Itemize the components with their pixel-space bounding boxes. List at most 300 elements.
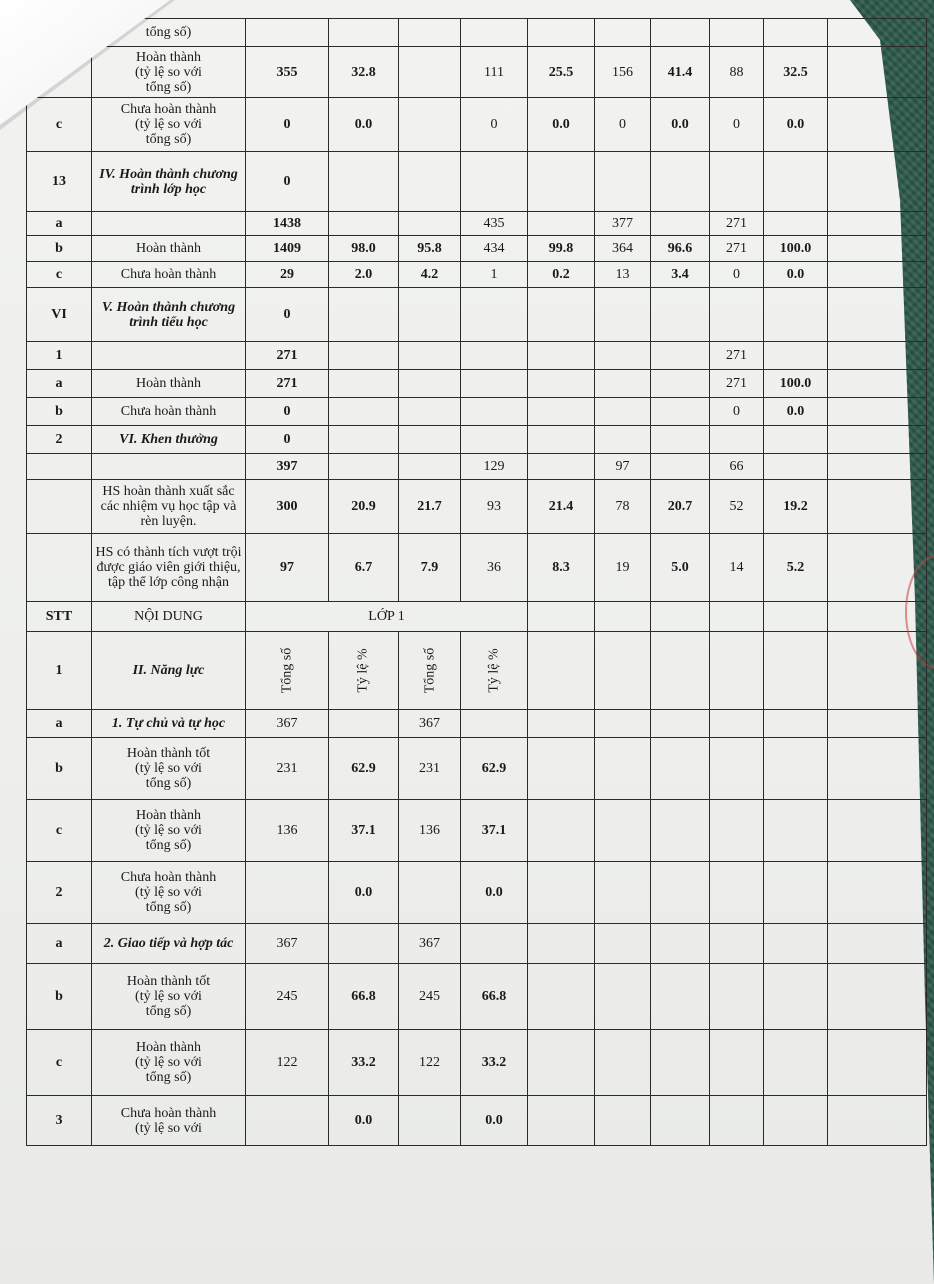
bottom-content: 2. Giao tiếp và hợp tác (92, 924, 246, 964)
top-cell (329, 370, 399, 398)
top-cell (651, 342, 710, 370)
bottom-content: Hoàn thành (tỷ lệ so với tổng số) (92, 800, 246, 862)
top-cell (710, 426, 764, 454)
top-cell (461, 288, 528, 342)
top-cell (828, 152, 927, 212)
col-tong-so-1: Tổng số (246, 632, 329, 710)
top-cell: 0.0 (764, 398, 828, 426)
top-cell (764, 19, 828, 47)
top-cell (764, 288, 828, 342)
bottom-cell (764, 924, 828, 964)
top-cell (651, 454, 710, 480)
top-stt: b (27, 398, 92, 426)
top-cell (461, 426, 528, 454)
bottom-cell: 0.0 (329, 862, 399, 924)
bottom-cell (764, 710, 828, 738)
bottom-cell (528, 964, 595, 1030)
bottom-cell (399, 1096, 461, 1146)
top-cell: 5.0 (651, 534, 710, 602)
top-row (27, 426, 927, 454)
bottom-cell (651, 1096, 710, 1146)
top-cell: 0 (246, 98, 329, 152)
bottom-cell (828, 1030, 927, 1096)
bottom-cell: 122 (246, 1030, 329, 1096)
top-cell: 271 (710, 236, 764, 262)
bottom-cell (461, 924, 528, 964)
top-cell: 0 (246, 426, 329, 454)
top-cell (651, 288, 710, 342)
top-cell (828, 426, 927, 454)
bottom-cell (528, 710, 595, 738)
top-cell (528, 370, 595, 398)
top-cell (764, 426, 828, 454)
bottom-row (27, 964, 927, 1030)
bottom-cell (651, 710, 710, 738)
top-cell: 0.0 (528, 98, 595, 152)
top-stt: 13 (27, 152, 92, 212)
top-cell: 21.7 (399, 480, 461, 534)
bottom-cell: 66.8 (461, 964, 528, 1030)
bottom-cell (461, 710, 528, 738)
top-cell: 25.5 (528, 47, 595, 98)
top-cell: 32.5 (764, 47, 828, 98)
top-cell: 435 (461, 212, 528, 236)
top-cell (399, 19, 461, 47)
top-stt: b (27, 236, 92, 262)
top-content: HS có thành tích vượt trội được giáo viên giới thiệu, tập thể lớp công nhận (92, 534, 246, 602)
subheader-row (27, 632, 927, 710)
top-cell (828, 398, 927, 426)
bottom-cell (595, 964, 651, 1030)
bottom-cell (528, 1096, 595, 1146)
top-cell: 32.8 (329, 47, 399, 98)
top-cell: 377 (595, 212, 651, 236)
top-cell: 1409 (246, 236, 329, 262)
top-content: Hoàn thành (92, 370, 246, 398)
bottom-cell: 122 (399, 1030, 461, 1096)
top-content: HS hoàn thành xuất sắc các nhiệm vụ học tập và rèn luyện. (92, 480, 246, 534)
bottom-cell (528, 924, 595, 964)
bottom-cell: 66.8 (329, 964, 399, 1030)
bottom-cell (828, 964, 927, 1030)
top-cell (399, 342, 461, 370)
bottom-row (27, 1030, 927, 1096)
top-cell (329, 19, 399, 47)
header-lop1: LỚP 1 (246, 602, 528, 632)
top-cell: 52 (710, 480, 764, 534)
top-row (27, 152, 927, 212)
top-cell: 8.3 (528, 534, 595, 602)
top-content (92, 342, 246, 370)
top-content: V. Hoàn thành chương trình tiểu học (92, 288, 246, 342)
top-row (27, 19, 927, 47)
bottom-cell: 33.2 (329, 1030, 399, 1096)
top-cell: 0 (246, 288, 329, 342)
top-content (92, 454, 246, 480)
top-cell (651, 19, 710, 47)
top-content: Chưa hoàn thành (tỷ lệ so với tổng số) (92, 98, 246, 152)
top-stt: VI (27, 288, 92, 342)
top-cell: 0 (246, 152, 329, 212)
top-cell: 271 (246, 370, 329, 398)
top-cell (651, 212, 710, 236)
top-stt: a (27, 370, 92, 398)
top-cell (828, 288, 927, 342)
bottom-cell (246, 1096, 329, 1146)
top-cell: 98.0 (329, 236, 399, 262)
bottom-cell (595, 1030, 651, 1096)
bottom-cell: 37.1 (461, 800, 528, 862)
bottom-cell: 0.0 (461, 862, 528, 924)
top-cell: 0.2 (528, 262, 595, 288)
bottom-content: Hoàn thành tốt (tỷ lệ so với tổng số) (92, 964, 246, 1030)
top-cell (595, 370, 651, 398)
top-cell (528, 288, 595, 342)
top-cell (828, 236, 927, 262)
top-cell (595, 342, 651, 370)
top-cell (595, 152, 651, 212)
top-cell (828, 47, 927, 98)
bottom-cell (595, 924, 651, 964)
bottom-stt: a (27, 710, 92, 738)
top-cell (710, 19, 764, 47)
top-cell: 3.4 (651, 262, 710, 288)
top-cell: 0.0 (764, 98, 828, 152)
top-cell (828, 370, 927, 398)
top-cell (399, 454, 461, 480)
bottom-cell (764, 1030, 828, 1096)
top-cell (329, 288, 399, 342)
top-cell: 0 (461, 98, 528, 152)
top-cell (651, 398, 710, 426)
bottom-cell (764, 800, 828, 862)
bottom-cell: 367 (399, 924, 461, 964)
bottom-cell (651, 800, 710, 862)
top-cell: 0 (246, 398, 329, 426)
top-content: tổng số) (92, 19, 246, 47)
top-cell: 100.0 (764, 370, 828, 398)
top-cell: 19 (595, 534, 651, 602)
col-ty-le-1: Tỷ lệ % (329, 632, 399, 710)
top-cell: 7.9 (399, 534, 461, 602)
bottom-cell (828, 738, 927, 800)
top-row (27, 262, 927, 288)
top-cell: 0.0 (764, 262, 828, 288)
top-cell (399, 47, 461, 98)
bottom-cell (595, 738, 651, 800)
col-ty-le-2: Tỷ lệ % (461, 632, 528, 710)
bottom-cell (764, 964, 828, 1030)
bottom-cell: 367 (246, 710, 329, 738)
top-cell (595, 19, 651, 47)
bottom-cell: 136 (246, 800, 329, 862)
top-cell: 0.0 (329, 98, 399, 152)
bottom-stt: a (27, 924, 92, 964)
top-cell (528, 212, 595, 236)
header-row (27, 602, 927, 632)
top-cell (399, 98, 461, 152)
top-cell: 66 (710, 454, 764, 480)
top-cell (710, 152, 764, 212)
bottom-cell (764, 862, 828, 924)
bottom-cell (828, 800, 927, 862)
bottom-row (27, 862, 927, 924)
top-cell: 13 (595, 262, 651, 288)
bottom-cell (710, 862, 764, 924)
top-cell: 271 (246, 342, 329, 370)
top-row (27, 480, 927, 534)
top-row (27, 398, 927, 426)
bottom-cell (710, 924, 764, 964)
top-cell (764, 342, 828, 370)
bottom-stt: 3 (27, 1096, 92, 1146)
top-cell (246, 19, 329, 47)
top-cell (329, 398, 399, 426)
top-cell (651, 152, 710, 212)
top-cell (399, 398, 461, 426)
top-cell (399, 426, 461, 454)
top-stt: c (27, 262, 92, 288)
top-cell (651, 370, 710, 398)
top-cell: 0 (710, 98, 764, 152)
top-cell: 29 (246, 262, 329, 288)
bottom-cell: 367 (399, 710, 461, 738)
top-cell: 300 (246, 480, 329, 534)
top-cell: 96.6 (651, 236, 710, 262)
top-stt: 2 (27, 426, 92, 454)
bottom-row (27, 710, 927, 738)
top-cell: 0.0 (651, 98, 710, 152)
bottom-cell (764, 738, 828, 800)
top-cell (710, 288, 764, 342)
top-cell (764, 454, 828, 480)
bottom-cell (595, 800, 651, 862)
top-cell (828, 480, 927, 534)
bottom-cell (710, 1030, 764, 1096)
top-cell: 97 (595, 454, 651, 480)
bottom-cell (246, 862, 329, 924)
bottom-row (27, 800, 927, 862)
bottom-cell (710, 738, 764, 800)
top-cell: 355 (246, 47, 329, 98)
top-cell (764, 152, 828, 212)
top-row (27, 236, 927, 262)
bottom-row (27, 1096, 927, 1146)
top-cell: 364 (595, 236, 651, 262)
top-cell (828, 342, 927, 370)
bottom-cell: 245 (399, 964, 461, 1030)
top-cell: 5.2 (764, 534, 828, 602)
bottom-stt: 2 (27, 862, 92, 924)
top-cell (595, 288, 651, 342)
top-cell: 0 (710, 398, 764, 426)
bottom-cell (651, 862, 710, 924)
top-cell: 97 (246, 534, 329, 602)
top-content: VI. Khen thưởng (92, 426, 246, 454)
top-cell: 20.7 (651, 480, 710, 534)
top-cell (528, 454, 595, 480)
bottom-cell: 0.0 (461, 1096, 528, 1146)
top-row (27, 47, 927, 98)
bottom-cell (710, 964, 764, 1030)
top-content: Hoàn thành (tỷ lệ so với tổng số) (92, 47, 246, 98)
top-cell (329, 212, 399, 236)
top-cell (828, 19, 927, 47)
top-cell (399, 152, 461, 212)
bottom-cell: 367 (246, 924, 329, 964)
bottom-cell (828, 1096, 927, 1146)
top-row (27, 454, 927, 480)
bottom-cell (828, 924, 927, 964)
top-cell (329, 152, 399, 212)
top-cell: 2.0 (329, 262, 399, 288)
header-noi-dung: NỘI DUNG (92, 602, 246, 632)
top-cell: 99.8 (528, 236, 595, 262)
bottom-cell: 231 (246, 738, 329, 800)
header-stt: STT (27, 602, 92, 632)
bottom-stt: c (27, 800, 92, 862)
top-cell (595, 426, 651, 454)
top-cell (461, 398, 528, 426)
top-content: Chưa hoàn thành (92, 398, 246, 426)
top-cell: 156 (595, 47, 651, 98)
bottom-stt: b (27, 738, 92, 800)
top-cell (764, 212, 828, 236)
top-cell (528, 342, 595, 370)
top-cell: 434 (461, 236, 528, 262)
top-cell: 6.7 (329, 534, 399, 602)
top-stt (27, 480, 92, 534)
top-cell: 100.0 (764, 236, 828, 262)
top-cell: 78 (595, 480, 651, 534)
bottom-stt-0: 1 (27, 632, 92, 710)
bottom-cell: 62.9 (461, 738, 528, 800)
bottom-content: Chưa hoàn thành (tỷ lệ so với (92, 1096, 246, 1146)
bottom-cell (651, 964, 710, 1030)
bottom-cell (329, 924, 399, 964)
top-cell: 1438 (246, 212, 329, 236)
top-cell: 0 (710, 262, 764, 288)
top-cell (399, 288, 461, 342)
top-content (92, 212, 246, 236)
bottom-content: 1. Tự chủ và tự học (92, 710, 246, 738)
bottom-cell (528, 862, 595, 924)
bottom-row (27, 924, 927, 964)
bottom-cell: 33.2 (461, 1030, 528, 1096)
bottom-content-0: II. Năng lực (92, 632, 246, 710)
top-cell: 14 (710, 534, 764, 602)
top-cell: 111 (461, 47, 528, 98)
top-cell: 397 (246, 454, 329, 480)
top-cell: 271 (710, 342, 764, 370)
top-cell: 4.2 (399, 262, 461, 288)
top-row (27, 342, 927, 370)
top-cell: 93 (461, 480, 528, 534)
top-stt: 1 (27, 342, 92, 370)
top-stt: c (27, 98, 92, 152)
bottom-cell (651, 1030, 710, 1096)
top-stt (27, 454, 92, 480)
bottom-content: Chưa hoàn thành (tỷ lệ so với tổng số) (92, 862, 246, 924)
top-cell (329, 454, 399, 480)
top-row (27, 212, 927, 236)
top-cell (329, 426, 399, 454)
bottom-cell (710, 710, 764, 738)
top-cell: 88 (710, 47, 764, 98)
top-content: IV. Hoàn thành chương trình lớp học (92, 152, 246, 212)
bottom-cell: 62.9 (329, 738, 399, 800)
top-cell: 41.4 (651, 47, 710, 98)
bottom-cell (528, 1030, 595, 1096)
bottom-cell (595, 862, 651, 924)
bottom-cell (528, 800, 595, 862)
top-cell (461, 19, 528, 47)
top-cell (461, 342, 528, 370)
bottom-cell (528, 738, 595, 800)
top-content: Hoàn thành (92, 236, 246, 262)
bottom-stt: b (27, 964, 92, 1030)
top-cell (461, 152, 528, 212)
top-cell (528, 398, 595, 426)
bottom-cell (710, 1096, 764, 1146)
bottom-cell: 245 (246, 964, 329, 1030)
top-cell (399, 212, 461, 236)
bottom-cell (651, 924, 710, 964)
top-cell: 271 (710, 370, 764, 398)
bottom-cell (710, 800, 764, 862)
bottom-cell (595, 1096, 651, 1146)
bottom-cell (329, 710, 399, 738)
bottom-cell (651, 738, 710, 800)
bottom-cell: 136 (399, 800, 461, 862)
top-cell: 271 (710, 212, 764, 236)
top-cell (828, 98, 927, 152)
top-stt: a (27, 212, 92, 236)
top-cell: 95.8 (399, 236, 461, 262)
bottom-row (27, 738, 927, 800)
bottom-stt: c (27, 1030, 92, 1096)
top-cell (528, 426, 595, 454)
bottom-content: Hoàn thành (tỷ lệ so với tổng số) (92, 1030, 246, 1096)
top-cell (828, 262, 927, 288)
statistics-table (26, 18, 927, 1146)
top-row (27, 288, 927, 342)
top-cell: 21.4 (528, 480, 595, 534)
top-cell: 1 (461, 262, 528, 288)
bottom-cell (828, 710, 927, 738)
top-content: Chưa hoàn thành (92, 262, 246, 288)
top-row (27, 534, 927, 602)
top-row (27, 98, 927, 152)
bottom-cell (828, 862, 927, 924)
bottom-cell: 37.1 (329, 800, 399, 862)
top-cell: 0 (595, 98, 651, 152)
top-cell: 19.2 (764, 480, 828, 534)
bottom-cell (764, 1096, 828, 1146)
top-cell (399, 370, 461, 398)
bottom-cell: 231 (399, 738, 461, 800)
top-cell (651, 426, 710, 454)
col-tong-so-2: Tổng số (399, 632, 461, 710)
top-cell: 20.9 (329, 480, 399, 534)
top-cell: 36 (461, 534, 528, 602)
top-cell (595, 398, 651, 426)
bottom-cell (399, 862, 461, 924)
top-stt (27, 534, 92, 602)
top-cell (828, 454, 927, 480)
top-cell: 129 (461, 454, 528, 480)
top-cell (528, 152, 595, 212)
